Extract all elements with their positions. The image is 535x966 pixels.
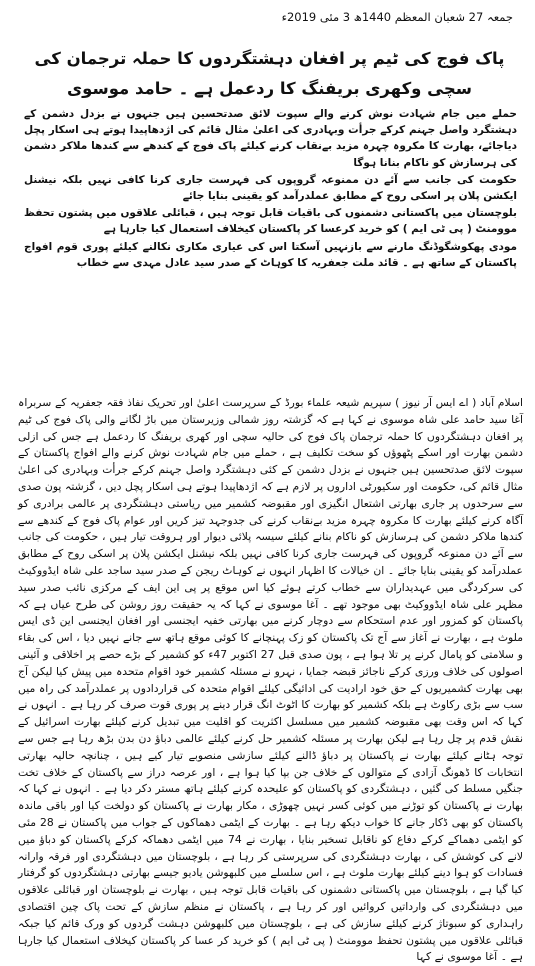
summary-paragraph: حکومت کی جانب سے آئے دن ممنوعہ گروپوں کی فہرست جاری کرنا کافی نہیں بلکہ نیشنل ایکشن پلان پر اسکی روح کے مطابق عملدرآمد کو یقینی بنایا جائے (24, 173, 517, 203)
headline: پاک فوج کی ٹیم پر افغان دہشتگردوں کا حملہ ترجمان کی سچی وکھری بریفنگ کا ردعمل ہے ۔ حامد موسوی (34, 49, 505, 98)
article-body (18, 395, 524, 964)
summary-paragraph: بلوچستان میں پاکستانی دشمنوں کی باقیات قابل توجہ ہیں ، قبائلی علاقوں میں پشتون تحفظ موومنٹ ( پی ٹی ایم ) کو خرید کرعسا کر پاکستان کیخلاف استعمال کیا جارہا ہے (24, 207, 517, 236)
summary-paragraph: حملے میں جام شہادت نوش کرنے والے سپوت لائق صدتحسین ہیں جنہوں نے بزدل دشمن کے دہشتگرد واصل جہنم کرکے جرأت وبہادری کی اعلیٰ مثال قائم کی اژدھاپیدا ہوتے ہی اسکار پچل دیاجائے، بھارت کا مکروہ چہرہ مزید بےنقاب کرنے کیلئے پاک فوج کے کندھے سے کندھا ملاکر دشمن کی ہرسازش کو ناکام بنانا ہوگا (24, 108, 517, 169)
article-body-text: اسلام آباد ( اے ایس آر نیوز ) سپریم شیعہ علماء بورڈ کے سرپرست اعلیٰ اور تحریک نفاذ فقہ جعفریہ کے سربراہ آغا سید حامد علی شاہ موسوی نے کہا ہے کہ گزشتہ روز شمالی وزیرستان میں باڑ لگانے والی پاک فوج کی ٹیم پر افغان دہشتگردوں کا حملہ ترجمان پاک فوج کی حالیہ سچی اور کھری بریفنگ کا ردعمل ہے جس کی ازلی دشمن بھارت اور اسکے پٹھوؤں کو سخت تکلیف ہے ، حملے میں جام شہادت نوش کرنے والے افواج پاکستان کے سپوت لائق صدتحسین ہیں جنہوں نے بزدل دشمن کے کئی دہشتگرد واصل جہنم کرکے جرأت وبہادری کی اعلیٰ مثال قائم کی، حکومت اور سکیورٹی اداروں پر لازم ہے کہ اژدھاپیدا ہوتے ہی اسکار پچل دیں ، گزشتہ پون صدی سے سرحدوں پر جاری بھارتی اشتعال انگیزی اور مقبوضہ کشمیر میں ریاستی دہشتگردی پر عالمی برادری کو آگاہ کرنے کیلئے بھارت کا مکروہ چہرہ مزید بےنقاب کرنے کی جدوجہد تیز کریں اور عوام پاک فوج کے کندھے سے کندھا ملاکر دشمن کی ہرسازش کو ناکام بنانے کیلئے سیسہ پلائی دیوار اور ہروقت تیار ہیں ، حکومت کی جانب سے آئے دن ممنوعہ گروپوں کی فہرست جاری کرنا کافی نہیں بلکہ نیشنل ایکشن پلان پر اسکی روح کے مطابق عملدرآمد کو یقینی بنایا جائے ۔ ان خیالات کا اظہار انہوں نے کوہاٹ ریجن کے صدر سید ساجد علی شاہ ایڈووکیٹ کی سرکردگی میں عہدیداران سے خطاب کرتے ہوئے کیا اس موقع پر پی این ایف کے مرکزی نائب صدر سید مظہر علی شاہ ایڈووکیٹ بھی موجود تھے ۔ آغا موسوی نے کہا کہ یہ حقیقت روز روشن کی طرح عیاں ہے کہ پاکستان کو کمزور اور عدم استحکام سے دوچار کرنے میں بھارتی خفیہ ایجنسی اور افغان ایجنسی این ڈی ایس ملوث ہے ، بھارت نے آغاز سے آج تک پاکستان کو زک پہنچانے کا کوئی موقع ہاتھ سے جانے نہیں دیا ، اس کی بقاء و سلامتی کو پامال کرنے پر تلا ہوا ہے ، پون صدی قبل 27 اکتوبر 47ء کو کشمیر کے بڑے حصے پر اخلاقی و آئینی اصولوں کی خلاف ورزی کرکے ناجائز قبضہ جمایا ، نہرو نے مسئلہ کشمیر خود اقوام متحدہ میں پیش کیا لیکن آج بھی بھارت کشمیریوں کے حق خود ارادیت کی ادائیگی کیلئے اقوام متحدہ کی قراردادوں پر عملدرآمد کی راہ میں سب سے بڑی رکاوٹ ہے بلکہ کشمیر کو بھارت کا اٹوٹ انگ قرار دینے پر پوری قوت صرف کر رہا ہے ۔ انہوں نے کہا کہ اس وقت بھی مقبوضہ کشمیر میں مسلسل اکثریت کو اقلیت میں تبدیل کرنے کیلئے بھارت اسرائیل کے نقش قدم پر چل رہا ہے لیکن بھارت پر مسئلہ کشمیر حل کرنے کیلئے عالمی دباؤ دن بدن بڑھ رہا ہے جس سے توجہ ہٹانے کیلئے بھارت نے پاکستان پر دباؤ ڈالنے کیلئے سازشی منصوبے تیار کیے ہیں ، چنانچہ حالیہ بھارتی انتخابات کا ڈھونگ آزادی کے متوالوں کے خلاف جن بپا کیا ہوا ہے ، اور عرصہ دراز سے پاکستان کے خلاف تخت جنگیں مسلط کی گئیں ، دہشتگردی کو پاکستان کو علیحدہ کرنے کیلئے ہاتھ مستر دکر دیا ہے ۔ انہوں نے کہا کہ بھارت نے پاکستان کو توڑنے میں کوئی کسر نہیں چھوڑی ، مکار بھارت نے پاکستان کو دولخت کیا اور باقی ماندہ پاکستان کو بھی ڈکار جانے کا خواب دیکھ رہا ہے ۔ بھارت کے ایٹمی دھماکوں کے جواب میں پاکستان نے 28 مئی کو ایٹمی دھماکے کرکے دفاع کو ناقابل تسخیر بنایا ، بھارت نے 74 میں ایٹمی دھماکہ کرکے پاکستان کو دباؤ میں لانے کی کوشش کی ، بھارت دہشتگردی کی سرپرستی کر رہا ہے ، بلوچستان میں دہشتگردی اور فرقہ وارانہ فسادات کو ہوا دینے کیلئے بھارت ملوث ہے ، اس سلسلے میں کلبھوشن یادیو جیسے بھارتی دہشتگردوں کو گرفتار کیا گیا ہے ، بلوچستان میں پاکستانی دشمنوں کی باقیات قابل توجہ ہیں ، بھارت نے بلوچستان اور قبائلی علاقوں میں دہشتگردی کی وارداتیں کروائیں اور کر رہا ہے ، پاکستان نے منظم سازش کے تحت پاک چین اقتصادی راہداری کو سبوتاژ کرنے کیلئے سازش کی ہے ، بلوچستان میں کلبھوشن دہشت گردوں کو ورک قائم کیا جبکہ قبائلی علاقوں میں پشتون تحفظ موومنٹ ( پی ٹی ایم ) کو خرید کر عسا کر پاکستان کیخلاف استعمال کیا جارہا ہے ۔ آغا موسوی نے کہا (18, 396, 524, 964)
summary-paragraph: مودی پھکوشگوڈنگ مارنے سے بازنہیں آسکتا اس کی عیاری مکاری نکالنے کیلئے پوری قوم افواج پاکستان کے ساتھ ہے ۔ قائد ملت جعفریہ کا کوہاٹ کے صدر سید عادل مہدی سے خطاب (24, 240, 517, 269)
summary-block (24, 106, 517, 361)
dateline: جمعہ 27 شعبان المعظم 1440ھ 3 مئی 2019ء (281, 10, 513, 24)
